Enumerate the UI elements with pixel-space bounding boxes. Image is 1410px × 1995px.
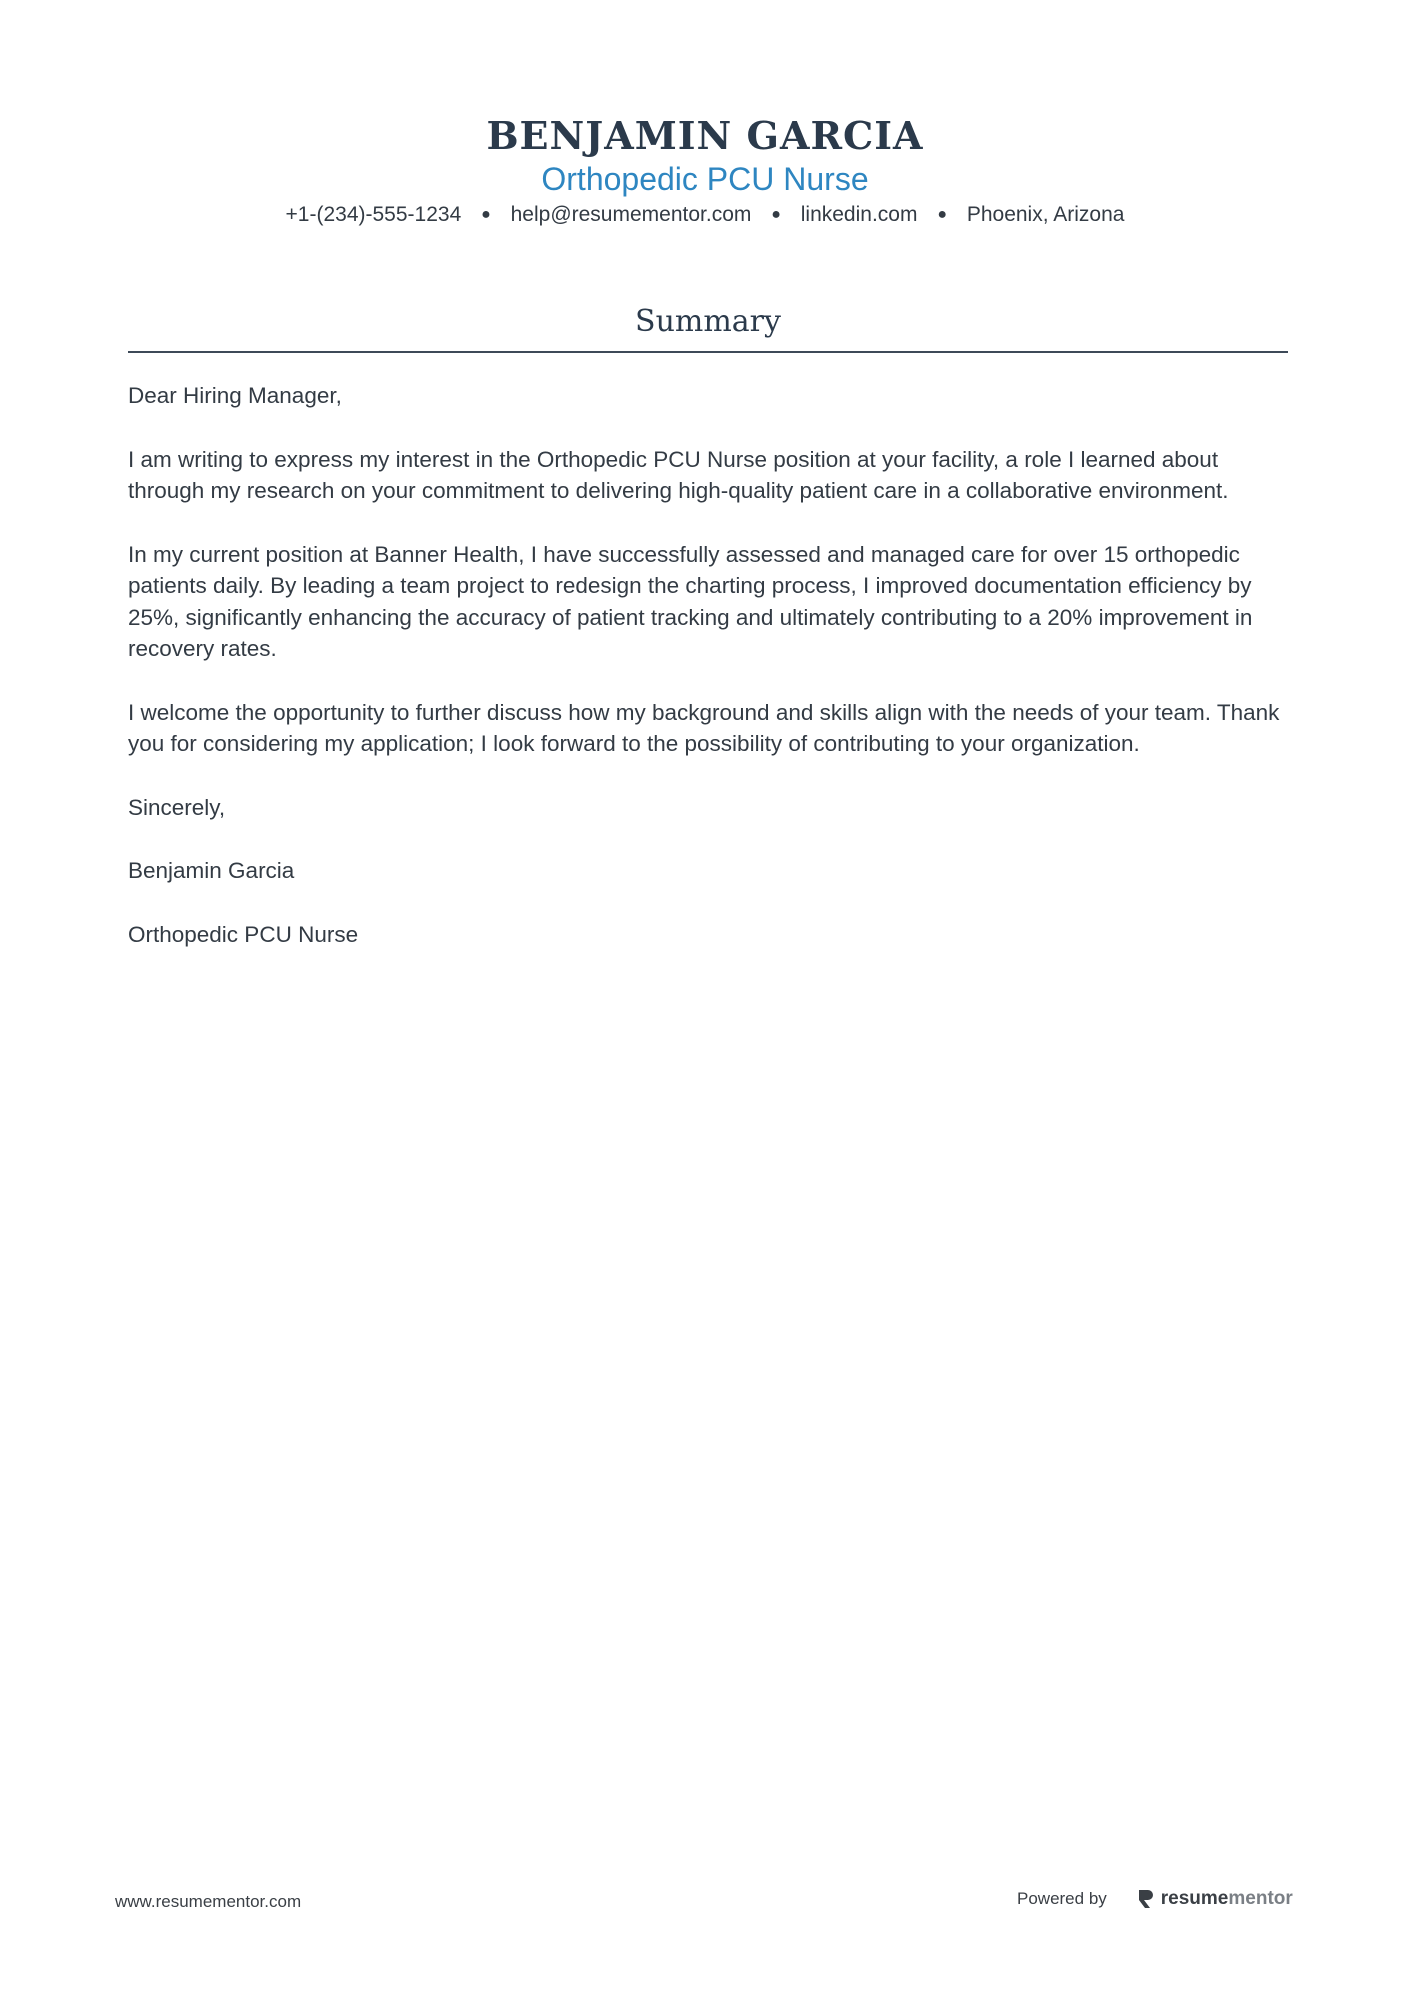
bullet-separator: ● [481,206,491,223]
letter-paragraph: In my current position at Banner Health, I have successfully assessed and managed care for over 15 orthopedic patients daily. By leading a team project to redesign the charting process, I improved documentation efficiency by 25%, significantly enhancing the accuracy of patient tracking and ultimately contributing to a 20% improvement in recovery rates. [128,541,1253,661]
section-title: Summary [635,304,781,339]
letter-paragraph: I am writing to express my interest in the Orthopedic PCU Nurse position at your facility, a role I learned about through my research on your commitment to delivering high-quality patient care in a collaborative environment. [128,446,1229,503]
brand-logo[interactable] [1137,1888,1293,1910]
section-divider [128,351,1288,353]
powered-by-label: Powered by [1017,1889,1107,1908]
contact-location: Phoenix, Arizona [966,203,1125,226]
contact-phone: +1-(234)-555-1234 [285,203,462,226]
brand-name-part1: resume [1160,1888,1229,1909]
footer-branding [1017,1888,1293,1910]
resumementor-logo-icon [1137,1888,1155,1910]
letter-body [128,380,1288,982]
contact-linkedin[interactable]: linkedin.com [800,203,918,226]
contact-email[interactable]: help@resumementor.com [510,203,752,226]
letter-greeting: Dear Hiring Manager, [128,383,342,408]
letter-closing: Sincerely, [128,794,226,820]
brand-name-part2: mentor [1228,1888,1293,1909]
letter-paragraph: I welcome the opportunity to further discuss how my background and skills align with the needs of your team. Thank you for considering my application; I look forward to the possibility of contributing to your organization. [128,699,1280,756]
contact-line [0,200,1410,230]
candidate-role: Orthopedic PCU Nurse [541,161,869,197]
footer-website[interactable]: www.resumementor.com [115,1892,302,1911]
candidate-name: BENJAMIN GARCIA [486,113,924,158]
header [0,112,1410,230]
signature-name: Benjamin Garcia [128,858,295,883]
bullet-separator: ● [937,206,947,223]
bullet-separator: ● [771,206,781,223]
signature-title: Orthopedic PCU Nurse [128,921,359,947]
